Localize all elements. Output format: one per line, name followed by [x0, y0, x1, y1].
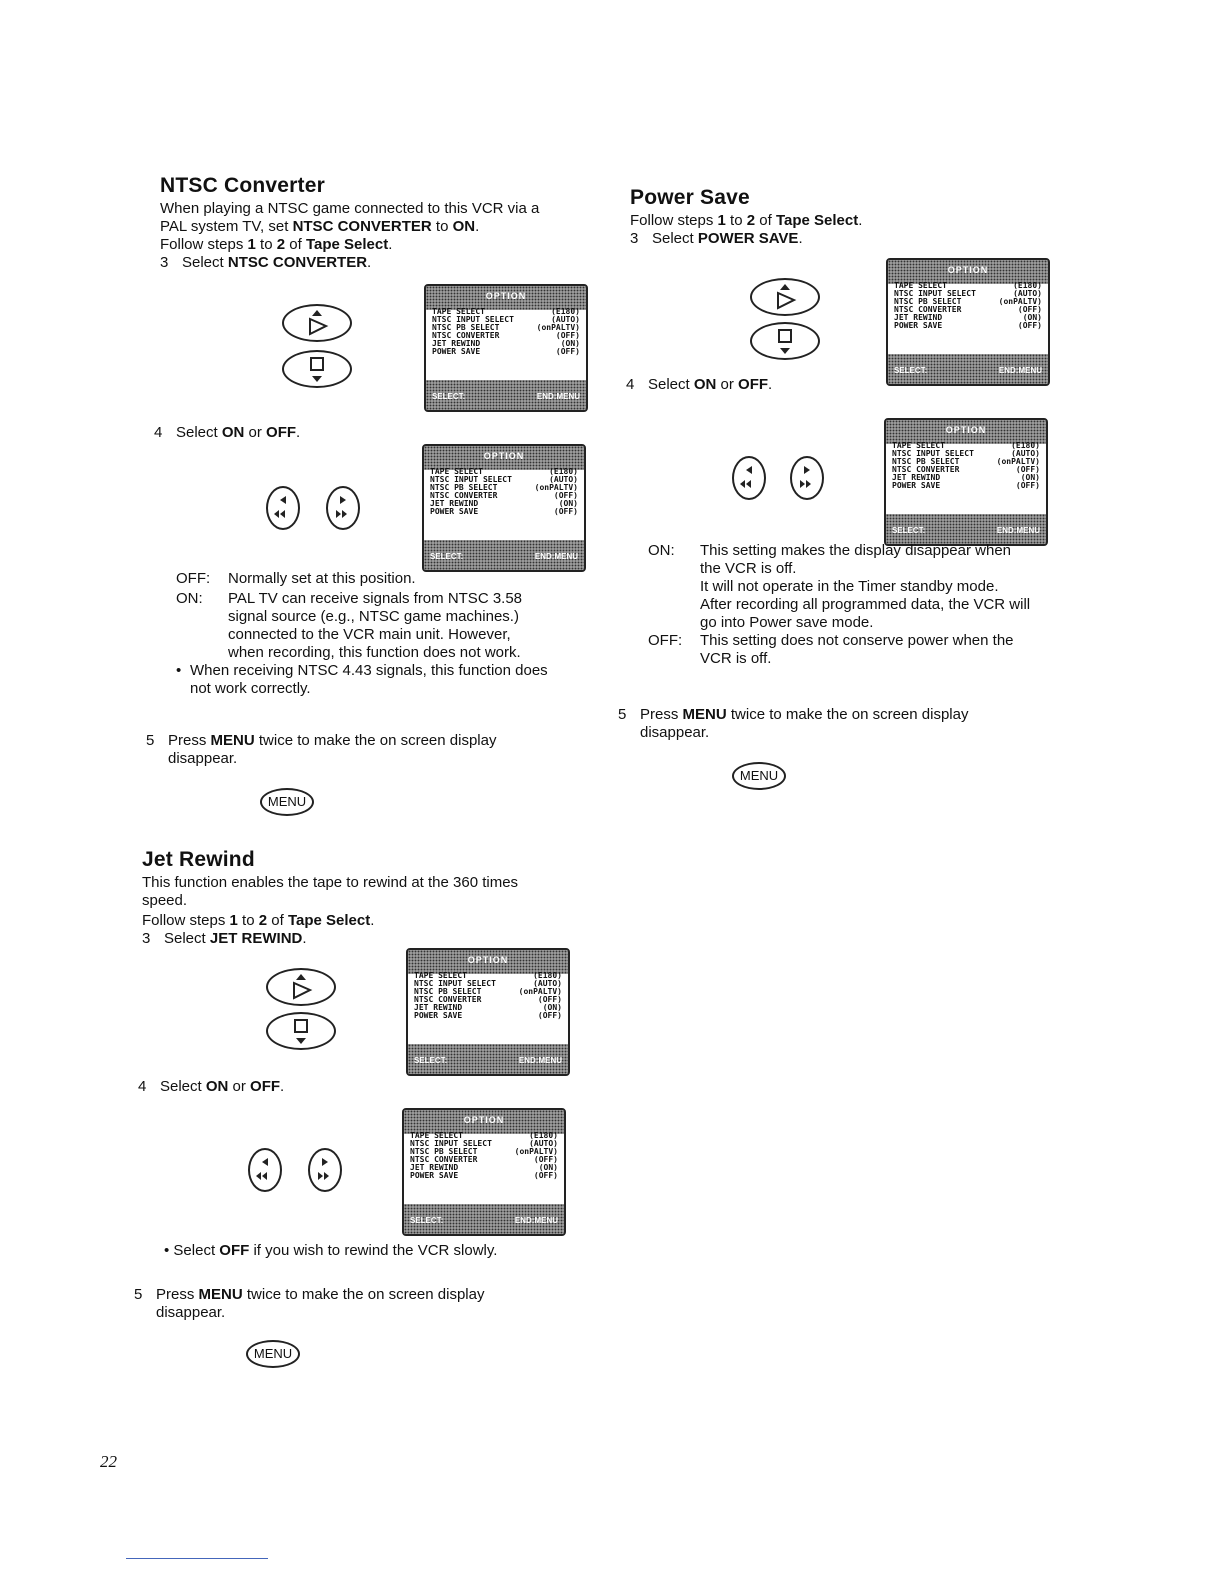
- osd-row-value: (E180): [529, 1131, 558, 1140]
- osd-row-label: TAPE SELECT: [892, 441, 945, 450]
- osd-row-value: (AUTO): [551, 315, 580, 324]
- osd-row-label: POWER SAVE: [432, 347, 481, 356]
- osd-row-value: (ON): [560, 339, 580, 348]
- osd-row-label: NTSC PB SELECT: [414, 987, 482, 996]
- osd-rows: [432, 308, 580, 356]
- up-play-button-icon: [266, 968, 336, 1006]
- footer-rule: [126, 1558, 268, 1559]
- osd-row-label: JET REWIND: [894, 313, 943, 322]
- osd-row-value: (onPALTV): [514, 1147, 558, 1156]
- jet-heading: Jet Rewind: [142, 848, 255, 871]
- osd-row-label: POWER SAVE: [410, 1171, 459, 1180]
- osd-row-value: (OFF): [555, 331, 580, 340]
- osd-row-label: JET REWIND: [414, 1003, 463, 1012]
- osd-row-label: JET REWIND: [432, 339, 481, 348]
- osd-row-label: POWER SAVE: [414, 1011, 463, 1020]
- power-options: ON: This setting makes the display disappear when the VCR is off. It will not operate in the Timer standby mode. After recording all programmed data, the VCR will go into Power save mode. OFF: This setting does not conserve power when the VCR is off.: [648, 542, 1031, 667]
- osd-row-label: NTSC INPUT SELECT: [432, 315, 514, 324]
- osd-row-value: (ON): [538, 1163, 558, 1172]
- osd-row-value: (OFF): [537, 995, 562, 1004]
- osd-row-value: (ON): [1022, 313, 1042, 322]
- osd-row-value: (OFF): [1017, 305, 1042, 314]
- osd-row-label: POWER SAVE: [430, 507, 479, 516]
- osd-row-label: NTSC CONVERTER: [410, 1155, 478, 1164]
- osd-row-value: (E180): [551, 307, 580, 316]
- osd-row-label: POWER SAVE: [894, 321, 943, 330]
- osd-row-value: (OFF): [1015, 465, 1040, 474]
- osd-rows: [892, 442, 1040, 490]
- osd-row-value: (onPALTV): [998, 297, 1042, 306]
- osd-screen: OPTION TAPE SELECT (E180) NTSC INPUT SELECT (AUTO) NTSC PB SELECT (onPALTV) NTSC CONVERTER (OFF) JET REWIND (ON) POWER SAVE (OFF) SELECT: END:MENU: [406, 948, 570, 1076]
- up-play-button-icon: [282, 304, 352, 342]
- osd-row-value: (E180): [533, 971, 562, 980]
- osd-row-value: (OFF): [1015, 481, 1040, 490]
- osd-row-label: NTSC CONVERTER: [894, 305, 962, 314]
- osd-screen: OPTION TAPE SELECT (E180) NTSC INPUT SELECT (AUTO) NTSC PB SELECT (onPALTV) NTSC CONVERTER (OFF) JET REWIND (ON) POWER SAVE (OFF) SELECT: END:MENU: [884, 418, 1048, 546]
- osd-row-value: (AUTO): [549, 475, 578, 484]
- rewind-button-icon: [266, 486, 300, 530]
- up-play-button-icon: [750, 278, 820, 316]
- osd-rows: [410, 1132, 558, 1180]
- ntsc-heading: NTSC Converter: [160, 174, 325, 197]
- osd-row-label: TAPE SELECT: [894, 281, 947, 290]
- ntsc-step4: 4 Select ON or OFF.: [154, 424, 301, 441]
- osd-row-value: (onPALTV): [534, 483, 578, 492]
- osd-row-label: JET REWIND: [892, 473, 941, 482]
- osd-screen: OPTION TAPE SELECT (E180) NTSC INPUT SELECT (AUTO) NTSC PB SELECT (onPALTV) NTSC CONVERTER (OFF) JET REWIND (ON) POWER SAVE (OFF) SELECT: END:MENU: [402, 1108, 566, 1236]
- osd-screen: OPTION TAPE SELECT (E180) NTSC INPUT SELECT (AUTO) NTSC PB SELECT (onPALTV) NTSC CONVERTER (OFF) JET REWIND (ON) POWER SAVE (OFF) SELECT: END:MENU: [886, 258, 1050, 386]
- osd-row-value: (ON): [542, 1003, 562, 1012]
- ntsc-step5: 5 Press MENU twice to make the on screen display disappear.: [146, 732, 497, 767]
- osd-row-label: TAPE SELECT: [430, 467, 483, 476]
- osd-row-label: NTSC CONVERTER: [414, 995, 482, 1004]
- osd-row: [414, 1012, 562, 1020]
- osd-screen: OPTION TAPE SELECT (E180) NTSC INPUT SELECT (AUTO) NTSC PB SELECT (onPALTV) NTSC CONVERTER (OFF) JET REWIND (ON) POWER SAVE (OFF) SELECT: END:MENU: [422, 444, 586, 572]
- fast-forward-button-icon: [790, 456, 824, 500]
- menu-button-icon: MENU: [246, 1340, 300, 1368]
- osd-row-label: NTSC INPUT SELECT: [414, 979, 496, 988]
- menu-button-icon: MENU: [260, 788, 314, 816]
- osd-row-value: (OFF): [533, 1171, 558, 1180]
- osd-row-label: POWER SAVE: [892, 481, 941, 490]
- osd-row-value: (OFF): [553, 507, 578, 516]
- osd-row-label: NTSC PB SELECT: [430, 483, 498, 492]
- power-step4: 4 Select ON or OFF.: [626, 376, 773, 393]
- osd-rows: [894, 282, 1042, 330]
- rewind-button-icon: [732, 456, 766, 500]
- osd-row-value: (OFF): [555, 347, 580, 356]
- osd-row-value: (ON): [558, 499, 578, 508]
- osd-row-label: NTSC PB SELECT: [432, 323, 500, 332]
- osd-row-label: TAPE SELECT: [432, 307, 485, 316]
- power-heading: Power Save: [630, 186, 750, 209]
- osd-row-label: NTSC PB SELECT: [894, 297, 962, 306]
- down-stop-button-icon: [266, 1012, 336, 1050]
- osd-row-value: (AUTO): [529, 1139, 558, 1148]
- osd-row-label: NTSC CONVERTER: [430, 491, 498, 500]
- osd-row-value: (OFF): [533, 1155, 558, 1164]
- osd-rows: [414, 972, 562, 1020]
- osd-row-value: (E180): [1013, 281, 1042, 290]
- osd-row-label: NTSC INPUT SELECT: [894, 289, 976, 298]
- osd-row-label: TAPE SELECT: [410, 1131, 463, 1140]
- down-stop-button-icon: [750, 322, 820, 360]
- osd-row-label: NTSC PB SELECT: [892, 457, 960, 466]
- jet-bullet: • Select OFF if you wish to rewind the VCR slowly.: [164, 1242, 498, 1259]
- osd-row-label: NTSC INPUT SELECT: [892, 449, 974, 458]
- osd-row-value: (OFF): [1017, 321, 1042, 330]
- osd-row-value: (E180): [549, 467, 578, 476]
- fast-forward-button-icon: [308, 1148, 342, 1192]
- osd-row-value: (onPALTV): [518, 987, 562, 996]
- osd-row-label: NTSC INPUT SELECT: [410, 1139, 492, 1148]
- osd-rows: [430, 468, 578, 516]
- osd-row: [432, 348, 580, 356]
- power-step5: 5 Press MENU twice to make the on screen display disappear.: [618, 706, 969, 741]
- ntsc-intro: When playing a NTSC game connected to this VCR via a PAL system TV, set NTSC CONVERTER to ON. Follow steps 1 to 2 of Tape Select. 3 Select NTSC CONVERTER.: [160, 200, 540, 271]
- osd-row-label: NTSC CONVERTER: [432, 331, 500, 340]
- power-intro: Follow steps 1 to 2 of Tape Select. 3 Select POWER SAVE.: [630, 212, 863, 247]
- menu-button-icon: MENU: [732, 762, 786, 790]
- rewind-button-icon: [248, 1148, 282, 1192]
- osd-row-value: (onPALTV): [996, 457, 1040, 466]
- osd-row-label: JET REWIND: [430, 499, 479, 508]
- jet-step5: 5 Press MENU twice to make the on screen display disappear.: [134, 1286, 485, 1321]
- down-stop-button-icon: [282, 350, 352, 388]
- jet-step4: 4 Select ON or OFF.: [138, 1078, 285, 1095]
- osd-row-label: NTSC PB SELECT: [410, 1147, 478, 1156]
- osd-row-value: (onPALTV): [536, 323, 580, 332]
- page-number: 22: [100, 1452, 117, 1471]
- osd-row-value: (AUTO): [1011, 449, 1040, 458]
- osd-row-label: NTSC INPUT SELECT: [430, 475, 512, 484]
- osd-row: [892, 482, 1040, 490]
- osd-row-value: (AUTO): [1013, 289, 1042, 298]
- jet-intro: This function enables the tape to rewind at the 360 times speed. Follow steps 1 to 2 of Tape Select. 3 Select JET REWIND.: [142, 874, 519, 947]
- osd-row: [430, 508, 578, 516]
- osd-row-label: NTSC CONVERTER: [892, 465, 960, 474]
- osd-row-value: (AUTO): [533, 979, 562, 988]
- osd-row-value: (E180): [1011, 441, 1040, 450]
- ntsc-options: OFF: Normally set at this position. ON: PAL TV can receive signals from NTSC 3.58 signal source (e.g., NTSC game machines.) connected to the VCR main unit. However, when recording, this function does not work. • When receiving NTSC 4.43 signals, this function does not work correctly.: [176, 570, 548, 697]
- osd-row: [410, 1172, 558, 1180]
- osd-row-value: (OFF): [537, 1011, 562, 1020]
- osd-row-value: (OFF): [553, 491, 578, 500]
- osd-row: [894, 322, 1042, 330]
- osd-row-value: (ON): [1020, 473, 1040, 482]
- osd-row-label: TAPE SELECT: [414, 971, 467, 980]
- fast-forward-button-icon: [326, 486, 360, 530]
- osd-screen: OPTION TAPE SELECT (E180) NTSC INPUT SELECT (AUTO) NTSC PB SELECT (onPALTV) NTSC CONVERTER (OFF) JET REWIND (ON) POWER SAVE (OFF) SELECT: END:MENU: [424, 284, 588, 412]
- osd-row-label: JET REWIND: [410, 1163, 459, 1172]
